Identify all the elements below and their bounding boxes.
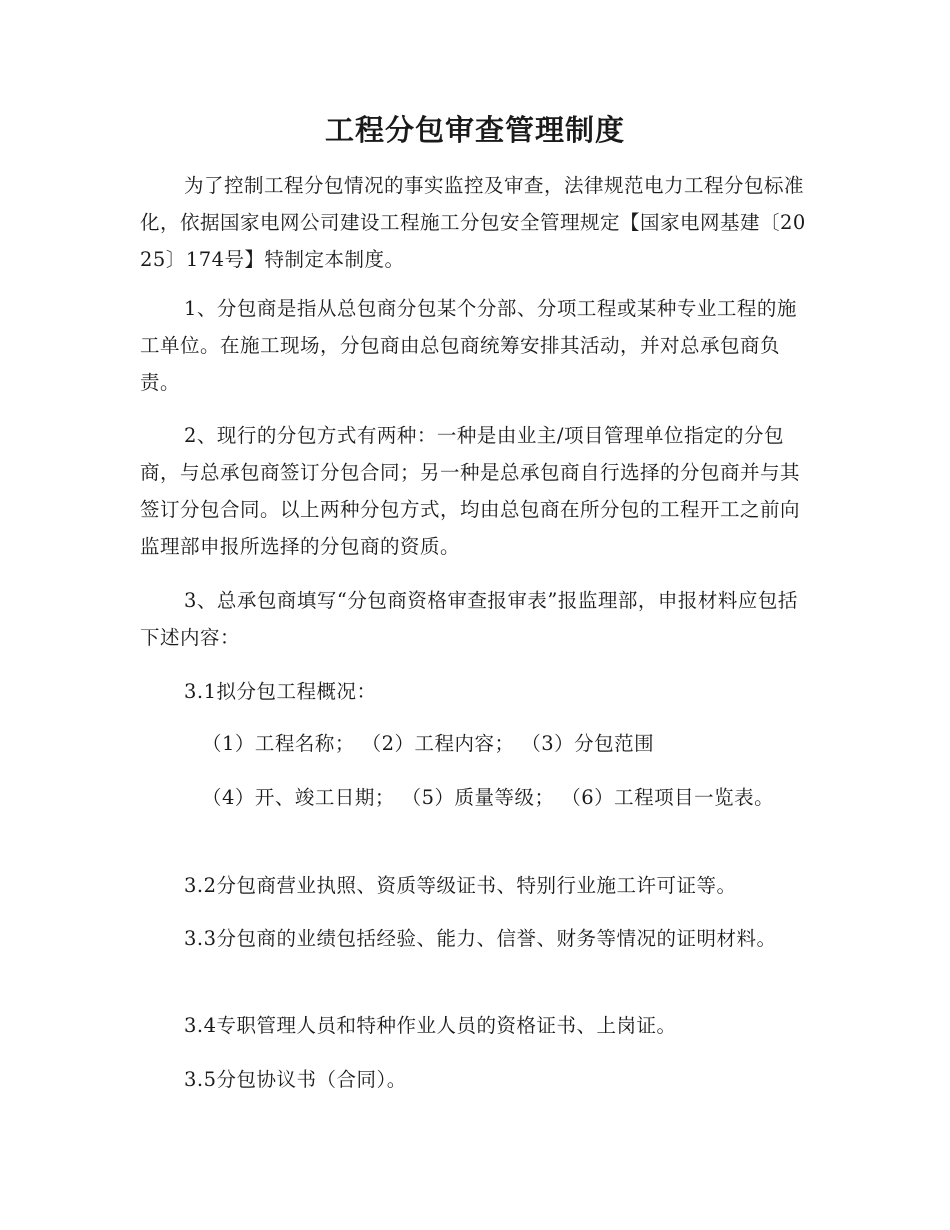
paragraph-3-2: 3.2分包商营业执照、资质等级证书、特别行业施工许可证等。 <box>184 874 737 897</box>
intro-paragraph: 为了控制工程分包情况的事实监控及审查，法律规范电力工程分包标准化，依据国家电网公司建设工程施工分包安全管理规定【国家电网基建〔2025〕174号】特制定本制度。 <box>140 174 806 271</box>
paragraph-3: 3、总承包商填写“分包商资格审查报审表”报监理部，申报材料应包括下述内容： <box>140 589 798 649</box>
document-title: 工程分包审查管理制度 <box>324 113 625 147</box>
paragraph-3-5: 3.5分包协议书（合同）。 <box>184 1068 407 1091</box>
paragraph-3-1-items-a: （1）工程名称； （2）工程内容； （3）分包范围 <box>202 732 655 755</box>
paragraph-3-1: 3.1拟分包工程概况： <box>184 680 377 703</box>
paragraph-3-1-items-b: （4）开、竣工日期； （5）质量等级； （6）工程项目一览表。 <box>202 786 775 809</box>
paragraph-1: 1、分包商是指从总包商分包某个分部、分项工程或某种专业工程的施工单位。在施工现场，分包商由总包商统筹安排其活动，并对总承包商负责。 <box>140 297 797 394</box>
paragraph-3-4: 3.4专职管理人员和特种作业人员的资格证书、上岗证。 <box>184 1014 677 1037</box>
paragraph-2: 2、现行的分包方式有两种：一种是由业主/项目管理单位指定的分包商，与总承包商签订分包合同；另一种是总承包商自行选择的分包商并与其签订分包合同。以上两种分包方式，均由总包商在所分包的工程开工之前向监理部申报所选择的分包商的资质。 <box>140 424 801 558</box>
paragraph-3-3: 3.3分包商的业绩包括经验、能力、信誉、财务等情况的证明材料。 <box>184 927 777 950</box>
